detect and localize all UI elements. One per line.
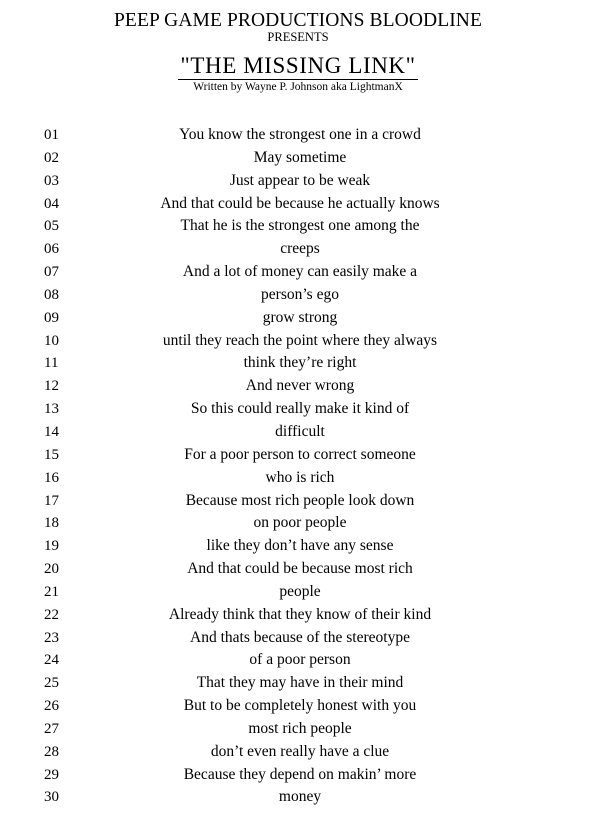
lyric-line	[0, 352, 596, 375]
document-title: "THE MISSING LINK"	[180, 53, 416, 78]
author-byline: Written by Wayne P. Johnson aka LightmanX	[193, 81, 403, 93]
line-number: 30	[44, 789, 59, 806]
title-wrapper	[0, 54, 596, 80]
lyric-line	[0, 170, 596, 193]
line-number: 04	[44, 195, 59, 212]
lyric-line	[0, 375, 596, 398]
line-text: think they’re right	[243, 354, 357, 372]
lyric-line	[0, 741, 596, 764]
lyric-line	[0, 238, 596, 261]
line-number: 17	[44, 492, 59, 509]
line-text: money	[278, 788, 322, 806]
lyric-line	[0, 764, 596, 787]
line-text: creeps	[280, 240, 320, 258]
line-text: of a poor person	[249, 651, 351, 669]
lyric-line	[0, 695, 596, 718]
lyric-line	[0, 307, 596, 330]
line-text: don’t even really have a clue	[210, 742, 390, 760]
lyric-line	[0, 558, 596, 581]
line-number: 13	[44, 401, 59, 418]
line-number: 02	[44, 149, 59, 166]
line-text: So this could really make it kind of	[190, 400, 410, 418]
lyric-line	[0, 512, 596, 535]
line-number: 06	[44, 241, 59, 258]
line-number: 20	[44, 561, 59, 578]
line-text: And that could be because he actually knows	[160, 194, 440, 212]
line-text: But to be completely honest with you	[183, 697, 417, 715]
line-number: 14	[44, 423, 59, 440]
presents-label: PRESENTS	[267, 30, 329, 44]
document-header	[0, 10, 596, 94]
line-number: 28	[44, 743, 59, 760]
line-text: Because they depend on makin’ more	[183, 765, 417, 783]
company-name: PEEP GAME PRODUCTIONS BLOODLINE	[113, 10, 482, 31]
lyric-line	[0, 581, 596, 604]
line-text: Already think that they know of their kind	[168, 605, 432, 623]
lyric-line	[0, 330, 596, 353]
line-number: 03	[44, 172, 59, 189]
line-text: May sometime	[253, 148, 347, 166]
line-number: 08	[44, 286, 59, 303]
line-number: 01	[44, 127, 59, 143]
lyric-line	[0, 490, 596, 513]
lyric-line	[0, 421, 596, 444]
line-number: 21	[44, 583, 59, 600]
line-text: until they reach the point where they always	[162, 331, 438, 349]
lyric-line	[0, 604, 596, 627]
line-number: 19	[44, 538, 59, 555]
line-text: who is rich	[265, 468, 335, 486]
line-text: And a lot of money can easily make a	[182, 263, 418, 281]
line-text: Just appear to be weak	[229, 171, 371, 189]
lyrics-lines	[0, 124, 596, 809]
lyric-line	[0, 786, 596, 809]
line-text: And thats because of the stereotype	[190, 628, 410, 646]
line-number: 11	[44, 355, 59, 372]
line-text: people	[279, 582, 321, 600]
line-number: 15	[44, 446, 59, 463]
line-number: 09	[44, 309, 59, 326]
line-text: You know the strongest one in a crowd	[179, 126, 421, 143]
line-text: And never wrong	[245, 377, 355, 395]
lyric-line	[0, 147, 596, 170]
line-number: 16	[44, 469, 59, 486]
line-text: Because most rich people look down	[185, 491, 415, 509]
lyric-line	[0, 284, 596, 307]
lyric-line	[0, 467, 596, 490]
lyric-line	[0, 124, 596, 147]
line-text: difficult	[275, 422, 325, 440]
lyric-line	[0, 193, 596, 216]
line-text: For a poor person to correct someone	[184, 445, 416, 463]
lyric-line	[0, 398, 596, 421]
line-number: 25	[44, 675, 59, 692]
line-text: most rich people	[248, 719, 352, 737]
line-text: That they may have in their mind	[196, 674, 404, 692]
line-number: 23	[44, 629, 59, 646]
lyric-line	[0, 672, 596, 695]
lyric-line	[0, 261, 596, 284]
line-text: grow strong	[262, 308, 338, 326]
line-number: 27	[44, 720, 59, 737]
line-text: on poor people	[253, 514, 347, 532]
lyric-line	[0, 215, 596, 238]
lyric-line	[0, 444, 596, 467]
line-text: person’s ego	[261, 285, 339, 303]
lyric-line	[0, 649, 596, 672]
line-text: That he is the strongest one among the	[180, 217, 420, 235]
line-number: 05	[44, 218, 59, 235]
line-number: 26	[44, 698, 59, 715]
line-number: 18	[44, 515, 59, 532]
line-number: 24	[44, 652, 59, 669]
line-text: like they don’t have any sense	[206, 537, 394, 555]
line-number: 12	[44, 378, 59, 395]
lyric-line	[0, 535, 596, 558]
lyric-line	[0, 627, 596, 650]
line-number: 22	[44, 606, 59, 623]
line-number: 07	[44, 264, 59, 281]
line-number: 10	[44, 332, 59, 349]
line-number: 29	[44, 766, 59, 783]
line-text: And that could be because most rich	[187, 560, 413, 578]
lyric-line	[0, 718, 596, 741]
